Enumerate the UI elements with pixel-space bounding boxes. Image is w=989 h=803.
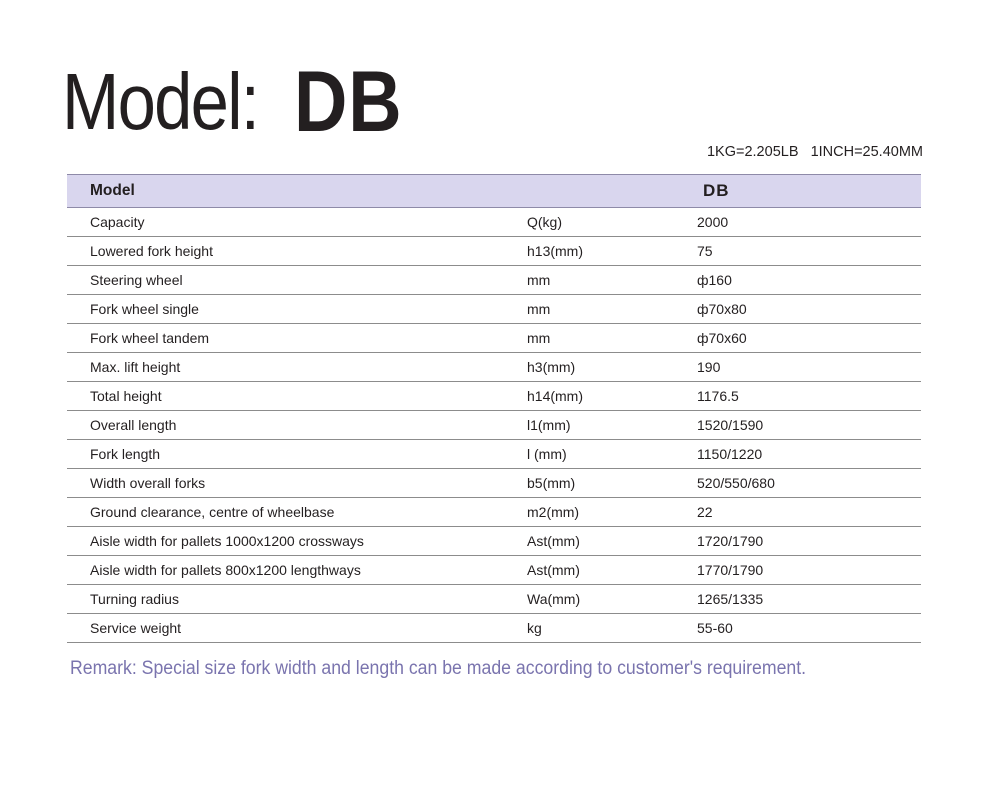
- spec-unit: m2(mm): [504, 498, 689, 527]
- title-prefix: Model:: [62, 57, 259, 146]
- table-row: [67, 411, 921, 440]
- spec-value: 1265/1335: [689, 585, 921, 614]
- table-row: [67, 382, 921, 411]
- spec-label: Total height: [67, 382, 504, 411]
- spec-label: Lowered fork height: [67, 237, 504, 266]
- spec-value: ф160: [689, 266, 921, 295]
- spec-label: Width overall forks: [67, 469, 504, 498]
- spec-unit: h3(mm): [504, 353, 689, 382]
- table-row: [67, 585, 921, 614]
- table-row: [67, 556, 921, 585]
- spec-value: 55-60: [689, 614, 921, 643]
- unit-conversion-note: 1KG=2.205LB 1INCH=25.40MM: [706, 144, 923, 160]
- spec-unit: h13(mm): [504, 237, 689, 266]
- table-row: [67, 237, 921, 266]
- spec-label: Turning radius: [67, 585, 504, 614]
- table-row: [67, 353, 921, 382]
- spec-value: 1520/1590: [689, 411, 921, 440]
- spec-value: 2000: [689, 208, 921, 237]
- table-row: [67, 208, 921, 237]
- spec-label: Aisle width for pallets 1000x1200 crossways: [67, 527, 504, 556]
- spec-value: 1720/1790: [689, 527, 921, 556]
- spec-value: ф70x80: [689, 295, 921, 324]
- header-model: DB: [689, 175, 921, 208]
- spec-unit: mm: [504, 324, 689, 353]
- spec-value: 1176.5: [689, 382, 921, 411]
- spec-value: 520/550/680: [689, 469, 921, 498]
- spec-unit: mm: [504, 266, 689, 295]
- spec-unit: Ast(mm): [504, 556, 689, 585]
- spec-label: Fork wheel tandem: [67, 324, 504, 353]
- spec-value: 75: [689, 237, 921, 266]
- spec-unit: mm: [504, 295, 689, 324]
- table-row: [67, 614, 921, 643]
- spec-label: Steering wheel: [67, 266, 504, 295]
- table-row: [67, 498, 921, 527]
- table-row: [67, 440, 921, 469]
- spec-unit: l1(mm): [504, 411, 689, 440]
- spec-unit: Wa(mm): [504, 585, 689, 614]
- specification-table: [67, 174, 921, 643]
- spec-unit: kg: [504, 614, 689, 643]
- table-row: [67, 266, 921, 295]
- spec-unit: h14(mm): [504, 382, 689, 411]
- title-model-name: DB: [294, 54, 403, 150]
- spec-label: Ground clearance, centre of wheelbase: [67, 498, 504, 527]
- spec-value: 1770/1790: [689, 556, 921, 585]
- header-label: Model: [67, 175, 689, 208]
- spec-unit: Ast(mm): [504, 527, 689, 556]
- spec-label: Overall length: [67, 411, 504, 440]
- table-row: [67, 469, 921, 498]
- table-header-row: [67, 175, 921, 208]
- spec-value: 22: [689, 498, 921, 527]
- table-row: [67, 527, 921, 556]
- spec-unit: b5(mm): [504, 469, 689, 498]
- spec-value: ф70x60: [689, 324, 921, 353]
- spec-label: Aisle width for pallets 800x1200 lengthways: [67, 556, 504, 585]
- spec-label: Service weight: [67, 614, 504, 643]
- spec-value: 1150/1220: [689, 440, 921, 469]
- spec-unit: Q(kg): [504, 208, 689, 237]
- spec-label: Capacity: [67, 208, 504, 237]
- spec-label: Fork wheel single: [67, 295, 504, 324]
- page-title: [62, 52, 403, 152]
- table-body: [67, 208, 921, 643]
- spec-unit: l (mm): [504, 440, 689, 469]
- table-row: [67, 324, 921, 353]
- spec-value: 190: [689, 353, 921, 382]
- spec-label: Max. lift height: [67, 353, 504, 382]
- table-row: [67, 295, 921, 324]
- remark-note: Remark: Special size fork width and length can be made according to customer's requirement.: [70, 658, 807, 679]
- spec-label: Fork length: [67, 440, 504, 469]
